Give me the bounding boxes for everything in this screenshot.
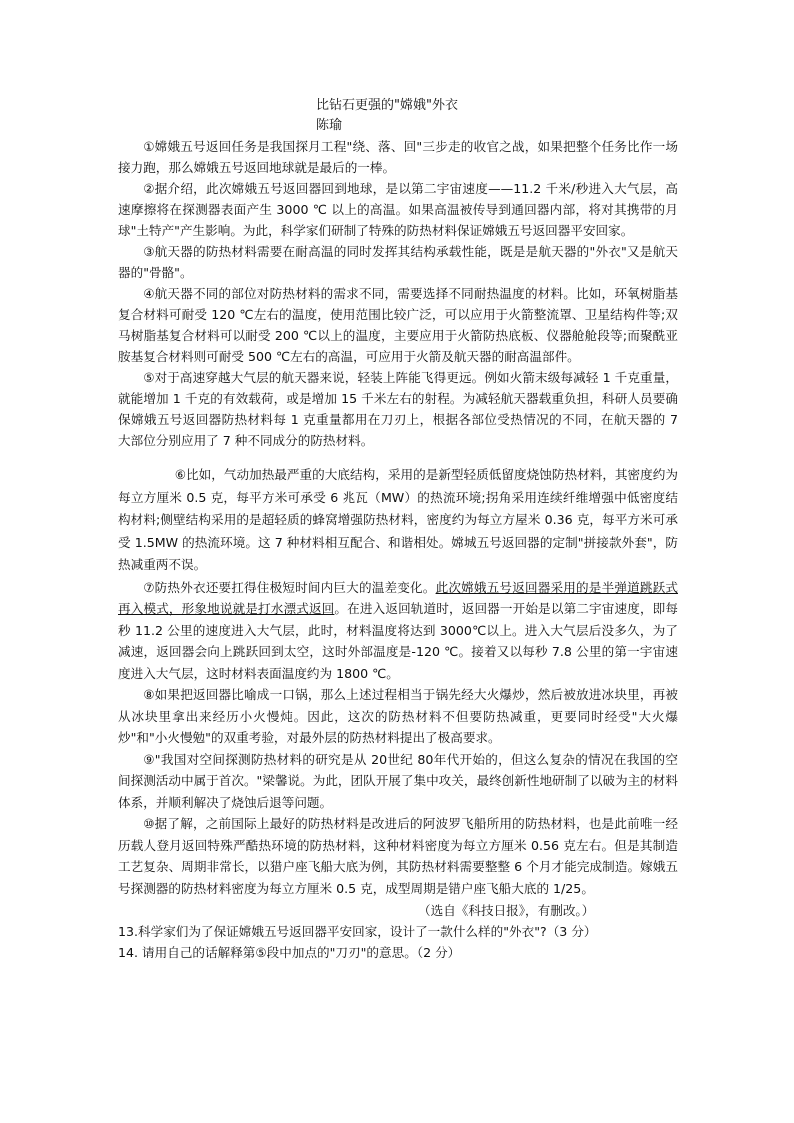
paragraph-7-after: 。在进入返回轨道时，返回器一开始是以第二宇宙速度，即每秒 11.2 公里的速度进入大气层，此时，材料温度将达到 3000℃以上。进入大气层后没多久，为了减速，返回器会向上跳跃回到太空，这时外部温度是-120 ℃。接着又以每秒 7.8 公里的第一宇宙速度进入大气层，这时材料表面温度约为 1800 ℃。 [118, 601, 679, 681]
paragraph-3: ③航天器的防热材料需要在耐高温的同时发挥其结构承载性能，既是是航天器的"外衣"又是航天器的"骨骼"。 [118, 244, 678, 280]
article-author: 陈瑜 [316, 118, 343, 133]
paragraph-1: ①嫦娥五号返回任务是我国探月工程"绕、落、回"三步走的收官之战，如果把整个任务比作一场接力跑，那么嫦娥五号返回地球就是最后的一棒。 [118, 139, 678, 175]
paragraph-2: ②据介绍，此次嫦娥五号返回器回到地球，是以第二宇宙速度——11.2 千米/秒进入大气层，高速摩擦将在探测器表面产生 3000 ℃ 以上的高温。如果高温被传导到通回器内部，将对其携带的月球"土特产"产生影响。为此，科学家们研制了特殊的防热材料保证嫦娥五号返回器平安回家。 [118, 181, 678, 238]
paragraph-4: ④航天器不同的部位对防热材料的需求不同，需要选择不同耐热温度的材料。比如，环氧树脂基复合材料可耐受 120 ℃左右的温度，使用范围比较广泛，可以应用于火箭整流罩、卫星结构件等;双马树脂基复合材料可以耐受 200 ℃以上的温度，主要应用于火箭防热底板、仪器舱舱段等;而聚酰亚胺基复合材料则可耐受 500 ℃左右的高温，可应用于火箭及航天器的耐高温部件。 [118, 286, 678, 364]
paragraph-6: ⑥比如，气动加热最严重的大底结构，采用的是新型轻质低留度烧蚀防热材料，其密度约为每立方厘米 0.5 克，每平方米可承受 6 兆瓦（MW）的热流环境;拐角采用连续纤维增强中低密度结构材料;侧壁结构采用的是超轻质的蜂窝增强防热材料，密度约为每立方屋米 0.36 克，每平方米可承受 1.5MW 的热流环境。这 7 种材料相互配合、和谐相处。嫦城五号返回器的定制"拼接款外套"，防热减重两不误。 [118, 467, 678, 572]
paragraph-7-underlined: 此次嫦娥五号返回器采用的是半弹道跳跃式再入模式，形象地说就是打水漂式返回 [118, 579, 679, 616]
article-source: （选自《科技日报》，有删改。） [418, 903, 595, 918]
paragraph-9: ⑨"我国对空间探测防热材料的研究是从 20世纪 80年代开始的，但这么复杂的情况在我国的空间探测活动中属于首次。"梁馨说。为此，团队开展了集中攻关，最终创新性地研制了以破为主的材料体系，并顺利解决了烧蚀后退等问题。 [118, 751, 678, 810]
question-13: 13.科学家们为了保证嫦娥五号返回器平安回家，设计了一款什么样的"外衣"?（3 分） [118, 924, 597, 939]
paragraph-7 [118, 577, 678, 685]
paragraph-5: ⑤对于高速穿越大气层的航天器来说，轻装上阵能飞得更远。例如火箭末级每减轻 1 千克重量，就能增加 1 千克的有效载荷，或是增加 15 千米左右的射程。为减轻航天器载重负担，科研人员要确保嫦娥五号返回器防热材料每 1 克重量都用在刀刃上，根据各部位受热情况的不同，在航天器的 7 大部位分别应用了 7 种不同成分的防热材料。 [118, 370, 678, 448]
article-title: 比钻石更强的"嫦娥"外衣 [316, 98, 458, 113]
question-14: 14. 请用自己的话解释第⑤段中加点的"刀刃"的意思。（2 分） [118, 945, 461, 960]
paragraph-7-before: ⑦防热外衣还要扛得住极短时间内巨大的温差变化。 [143, 579, 436, 595]
paragraph-10: ⑩据了解，之前国际上最好的防热材料是改进后的阿波罗飞船所用的防热材料，也是此前唯一经历载人登月返回特殊严酷热环境的防热材料，这种材料密度为每立方厘米 0.56 克左右。但是其制造工艺复杂、周期非常长，以猎户座飞船大底为例，其防热材料需要整整 6 个月才能完成制造。嫁娥五号探测器的防热材料密度为每立方厘米 0.5 克，成型周期是错户座飞船大底的 1/25。 [118, 816, 678, 896]
paragraph-8: ⑧如果把返回器比喻成一口锅，那么上述过程相当于锅先经大火爆炒，然后被放进冰块里，再被从冰块里拿出来经历小火慢炖。因此，这次的防热材料不但要防热减重，更要同时经受"大火爆炒"和"小火慢勉"的双重考验，对最外层的防热材料提出了极高要求。 [118, 687, 678, 745]
document-page [118, 96, 678, 963]
